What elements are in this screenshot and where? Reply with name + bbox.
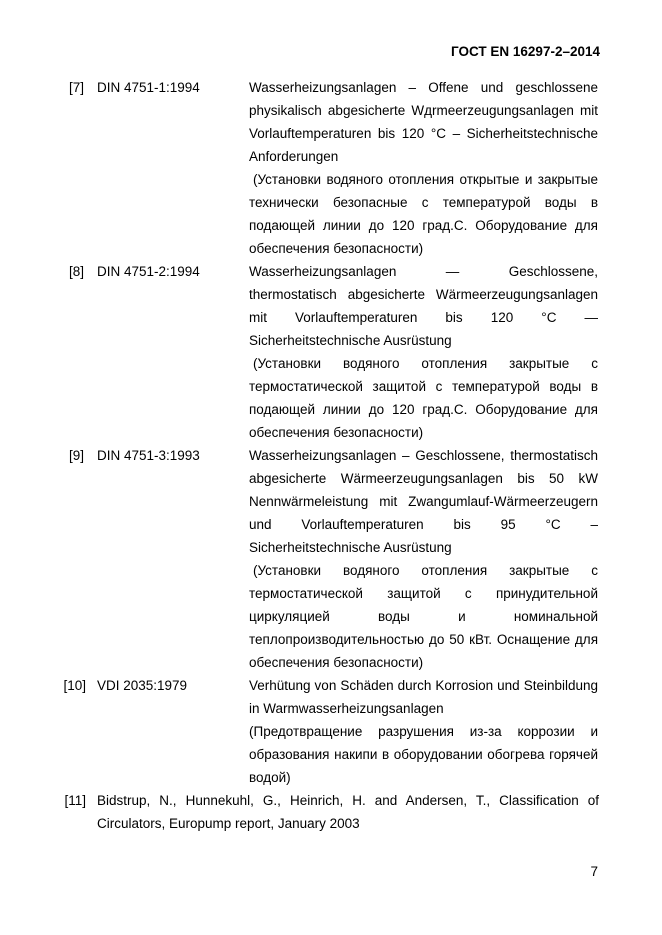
reference-title-ru: (Предотвращение разрушения из-за коррозии и образования накипи в оборудовании обогрева горячей водой) xyxy=(249,724,598,785)
reference-code: DIN 4751-2:1994 xyxy=(97,264,200,279)
reference-title-de: Verhütung von Schäden durch Korrosion und Steinbildung in Warmwasserheizungsanlagen xyxy=(249,678,598,716)
reference-title-ru: (Установки водяного отопления закрытые с термостатической защитой с принудительной циркуляцией воды и номинальной теплопроизводительностью до 50 кВт. Оснащение для обеспечения безопасности) xyxy=(249,563,598,670)
reference-title-de: Wasserheizungsanlagen – Geschlossene, thermostatisch abgesicherte Wärmeerzeugungsanlagen bis 50 kW Nennwärmeleistung mit Zwangumlauf-Wärmeerzeugern und Vorlauftemperaturen bis 95 °C – Sicherheitstechnische Ausrüstung xyxy=(249,448,598,555)
document-code-header: ГОСТ EN 16297-2–2014 xyxy=(451,44,600,59)
reference-title-ru: (Установки водяного отопления открытые и закрытые технически безопасные с температурой воды в подающей линии до 120 град.С. Оборудование для обеспечения безопасности) xyxy=(249,172,598,256)
reference-title-de: Wasserheizungsanlagen – Offene und geschlossene physikalisch abgesicherte Wдrmeerzeugungsanlagen mit Vorlauftemperaturen bis 120 °C – Sicherheitstechnische Anforderungen xyxy=(249,80,598,164)
reference-title-ru: (Установки водяного отопления закрытые с термостатической защитой с температурой воды в подающей линии до 120 град.С. Оборудование для обеспечения безопасности) xyxy=(249,356,598,440)
reference-number: [9] xyxy=(68,448,84,463)
reference-number: [8] xyxy=(68,264,84,279)
reference-number: [7] xyxy=(68,80,84,95)
page-number: 7 xyxy=(590,864,598,879)
reference-code: DIN 4751-3:1993 xyxy=(97,448,200,463)
reference-title-de: Wasserheizungsanlagen — Geschlossene, thermostatisch abgesicherte Wärmeerzeugungsanlagen mit Vorlauftemperaturen bis 120 °C — Sicherheitstechnische Ausrüstung xyxy=(249,264,598,348)
reference-citation-line: Circulators, Europump report, January 2003 xyxy=(97,816,360,831)
reference-number: [10] xyxy=(63,678,86,693)
reference-code: DIN 4751-1:1994 xyxy=(97,80,200,95)
reference-code: VDI 2035:1979 xyxy=(97,678,188,693)
reference-citation-line: Bidstrup, N., Hunnekuhl, G., Heinrich, H. and Andersen, T., Classification of xyxy=(97,793,599,808)
reference-number: [11] xyxy=(64,793,86,808)
